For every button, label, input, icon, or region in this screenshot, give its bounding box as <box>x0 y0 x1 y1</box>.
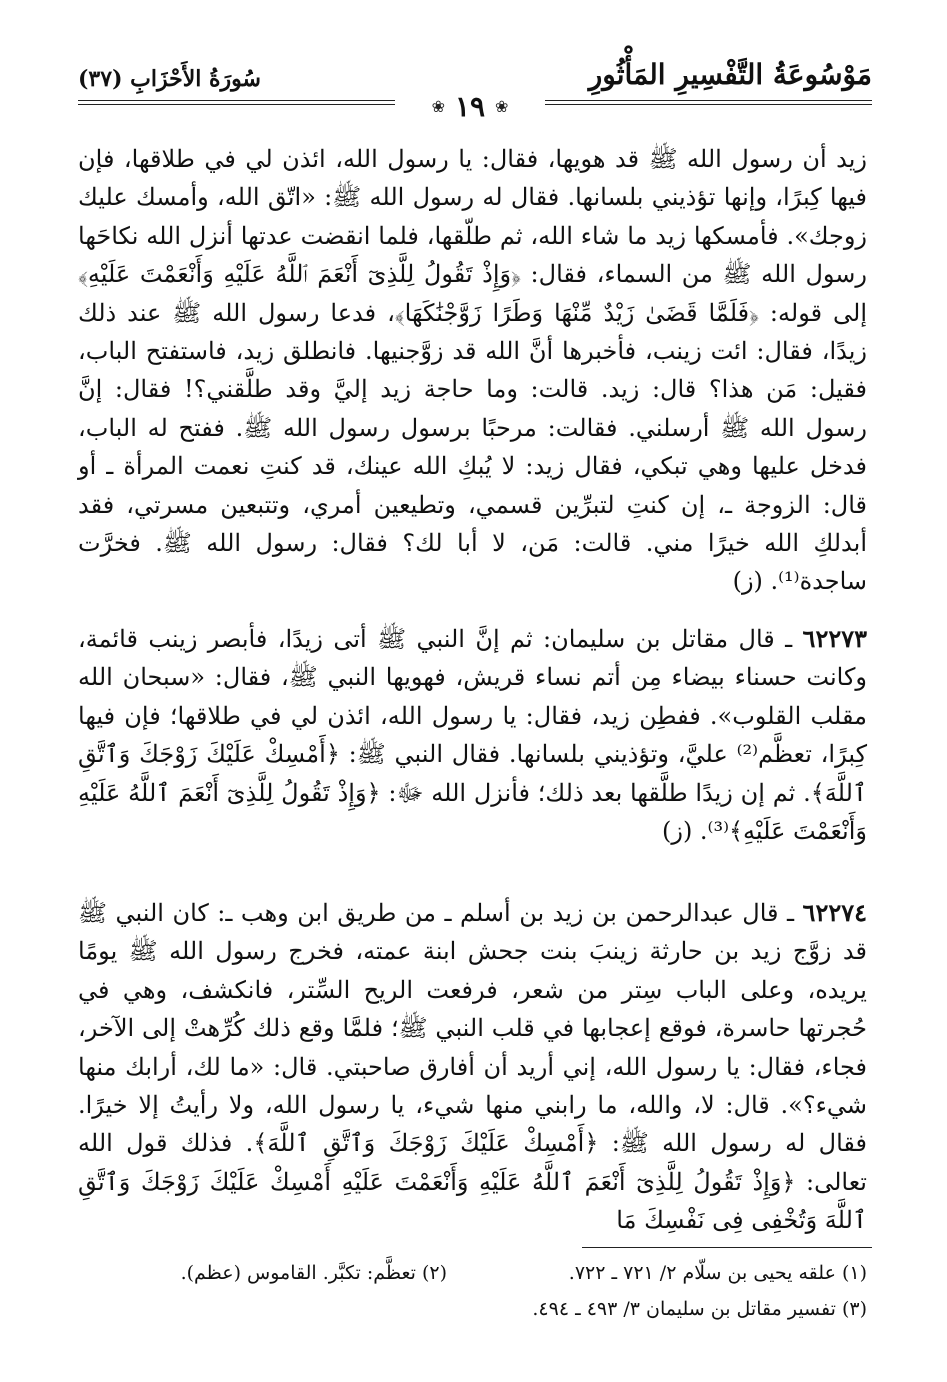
footnote-2: (٢) تعظَّم: تكبَّر. القاموس (عظم). <box>180 1262 447 1284</box>
page-number: ١٩ <box>454 89 486 123</box>
running-title: مَوْسُوعَةُ التَّفْسِيرِ المَأْثُورِ <box>588 58 872 91</box>
paragraph-text: زيد أن رسول الله ﷺ قد هويها، فقال: يا رسول الله، ائذن لي في طلاقها، فإن فيها كِبرًا، وإنها تؤذيني بلسانها. فقال له رسول الله ﷺ: «اتّق الله، وأمسك عليك زوجك». فأمسكها زيد ما شاء الله، ثم طلّقها، فلما انقضت عدتها أنزل الله نكاحَها رسول الله ﷺ من السماء، فقال: ﴿وَإِذْ تَقُولُ لِلَّذِىٓ أَنْعَمَ ٱللَّهُ عَلَيْهِ وَأَنْعَمْتَ عَلَيْهِ﴾ إلى قوله: ﴿فَلَمَّا قَضَىٰ زَيْدٌ مِّنْهَا وَطَرًا زَوَّجْنَٰكَهَا﴾، فدعا رسول الله ﷺ عند ذلك زيدًا، فقال: ائت زينب، فأخبرها أنَّ الله قد زوَّجنيها. فانطلق زيد، فاستفتح الباب، فقيل: مَن هذا؟ قال: زيد. قالت: وما حاجة زيد إليَّ وقد طلَّقني؟! فقال: إنَّ رسول الله ﷺ أرسلني. فقالت: مرحبًا برسول رسول الله ﷺ. ففتح له الباب، فدخل عليها وهي تبكي، فقال زيد: لا يُبكِ الله عينك، قد كنتِ نعمت المرأة ـ أو قال: الزوجة ـ، إن كنتِ لتبرِّين قسمي، وتطيعين أمري، وتتبعين مسرتي، فقد أبدلكِ الله خيرًا مني. قالت: مَن، لا أبا لك؟ فقال: رسول الله ﷺ. فخرَّت ساجدة⁽¹⁾. (ز) <box>78 145 867 596</box>
paragraph-text: ـ قال عبدالرحمن بن زيد بن أسلم ـ من طريق ابن وهب ـ: كان النبي ﷺ قد زوَّج زيد بن حارثة زينبَ بنت جحش ابنة عمته، فخرج رسول الله ﷺ يومًا يريده، وعلى الباب سِتر من شعر، فرفعت الريح السِّتر، فانكشف، وهي في حُجرتها حاسرة، فوقع إعجابها في قلب النبي ﷺ؛ فلمَّا وقع ذلك كُرِّهتْ إلى الآخر، فجاء، فقال: يا رسول الله، إني أريد أن أفارق صاحبتي. قال: «ما لك، أرابك منها شيء؟». قال: لا، والله، ما رابني منها شيء، يا رسول الله، ولا رأيتُ إلا خيرًا. فقال له رسول الله ﷺ: ﴿أَمْسِكْ عَلَيْكَ زَوْجَكَ وَٱتَّقِ ٱللَّهَ﴾. فذلك قول الله تعالى: ﴿وَإِذْ تَقُولُ لِلَّذِىٓ أَنْعَمَ ٱللَّهُ عَلَيْهِ وَأَنْعَمْتَ عَلَيْهِ أَمْسِكْ عَلَيْكَ زَوْجَكَ وَٱتَّقِ ٱللَّهَ وَتُخْفِى فِى نَفْسِكَ مَا <box>78 899 867 1235</box>
paragraph-2 <box>78 620 867 850</box>
paragraph-3 <box>78 894 867 1240</box>
footnote-1: (١) علقه يحيى بن سلّام ٢/ ٧٢١ ـ ٧٢٢. <box>568 1262 867 1284</box>
page-number-block <box>395 88 545 124</box>
footnote-rule <box>582 1247 872 1248</box>
ornament-icon: ❀ <box>431 96 445 116</box>
hadith-number: ٦٢٢٧٤ <box>802 898 867 927</box>
footnote-3: (٣) تفسير مقاتل بن سليمان ٣/ ٤٩٣ ـ ٤٩٤. <box>532 1298 867 1320</box>
paragraph-1 <box>78 140 867 601</box>
surah-title: سُورَةُ الأَحْزَابِ (٣٧) <box>78 66 261 92</box>
ornament-icon: ❀ <box>495 96 509 116</box>
hadith-number: ٦٢٢٧٣ <box>802 624 867 653</box>
paragraph-text: ـ قال مقاتل بن سليمان: ثم إنَّ النبي ﷺ أتى زيدًا، فأبصر زينب قائمة، وكانت حسناء بيضاء مِن أتم نساء قريش، فهويها النبي ﷺ، فقال: «سبحان الله مقلب القلوب». ففطِن زيد، فقال: يا رسول الله، ائذن لي في طلاقها؛ فإن فيها كِبرًا، تعظَّم⁽²⁾ عليَّ، وتؤذيني بلسانها. فقال النبي ﷺ: ﴿أَمْسِكْ عَلَيْكَ زَوْجَكَ وَٱتَّقِ ٱللَّهَ﴾. ثم إن زيدًا طلَّقها بعد ذلك؛ فأنزل الله ﷻ: ﴿وَإِذْ تَقُولُ لِلَّذِىٓ أَنْعَمَ ٱللَّهُ عَلَيْهِ وَأَنْعَمْتَ عَلَيْهِ﴾⁽³⁾. (ز) <box>78 625 868 846</box>
